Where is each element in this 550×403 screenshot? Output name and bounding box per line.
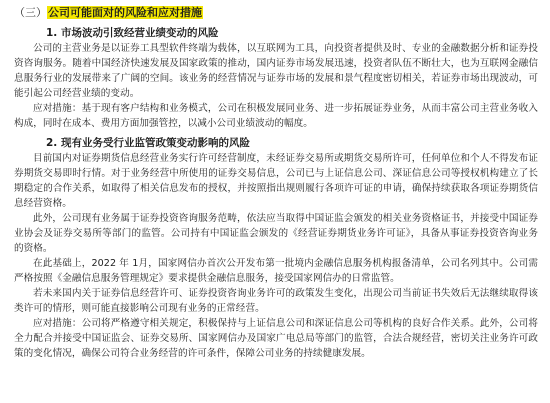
section-heading	[14, 6, 538, 20]
subheading-market-risk: 1. 市场波动引致经营业绩变动的风险	[46, 27, 219, 39]
paragraph-policy-change-risk: 若未来国内关于证券信息经营许可、证券投资咨询业务许可的政策发生变化，出现公司当前证书失效后无法继续取得该类许可的情形，则可能直接影响公司现有业务的正常经营。	[14, 288, 538, 314]
paragraph-cac-filing: 在此基础上，2022 年 1月，国家网信办首次公开发布第一批境内金融信息服务机构报备清单，公司名列其中。公司需严格按照《金融信息服务管理规定》要求提供金融信息服务，接受国家网信办的日常监管。	[14, 258, 538, 284]
section-title-highlighted: 公司可能面对的风险和应对措施	[48, 6, 202, 19]
paragraph-advisory-qualification: 此外，公司现有业务属于证券投资咨询服务范畴，依法应当取得中国证监会颁发的相关业务资格证书，并接受中国证券业协会及证券交易所等部门的监管。公司持有中国证监会颁发的《经营证券期货业务许可证》，具备从事证券投资咨询业务的资格。	[14, 213, 538, 254]
paragraph-market-risk-countermeasures: 应对措施：基于现有客户结构和业务模式，公司在积极发展同业务、进一步拓展证券业务，从而丰富公司主营业务收入构成，同时在成本、费用方面加强管控，以减小公司业绩波动的幅度。	[14, 103, 538, 129]
subheading-regulatory-risk: 2. 现有业务受行业监管政策变动影响的风险	[46, 137, 250, 149]
paragraph-market-risk-description: 公司的主营业务是以证券工具型软件终端为载体，以互联网为工具，向投资者提供及时、专业的金融数据分析和证券投资咨询服务。随着中国经济快速发展及国家政策的推动，国内证券市场发展迅速，投资者队伍不断壮大，也为互联网金融信息服务行业的发展带来了广阔的空间。该业务的经营情况与证券市场的发展和景气程度密切相关，若证券市场出现波动，可能引起公司经营业绩的变动。	[14, 43, 538, 99]
section-number: （三）	[14, 6, 47, 19]
paragraph-licensing-regime: 目前国内对证券期货信息经营业务实行许可经营制度，未经证券交易所或期货交易所许可，任何单位和个人不得发布证券期货交易即时行情。对于业务经营中所使用的证券交易信息，公司已与上证信息公司、深证信息公司等授权机构建立了长期稳定的合作关系，如取得了相关信息发布的授权，并按照指出规则履行各项许可证的申请，确保持续获取各项证券期货信息经营资格。	[14, 153, 538, 209]
paragraph-regulatory-countermeasures: 应对措施：公司将严格遵守相关规定，积极保持与上证信息公司和深证信息公司等机构的良好合作关系。此外，公司将全力配合并接受中国证监会、证券交易所、国家网信办及国家广电总局等部门的监管，合法合规经营，密切关注业务许可政策的变化情况，确保公司符合业务经营的许可条件，保障公司业务的持续健康发展。	[14, 318, 538, 359]
